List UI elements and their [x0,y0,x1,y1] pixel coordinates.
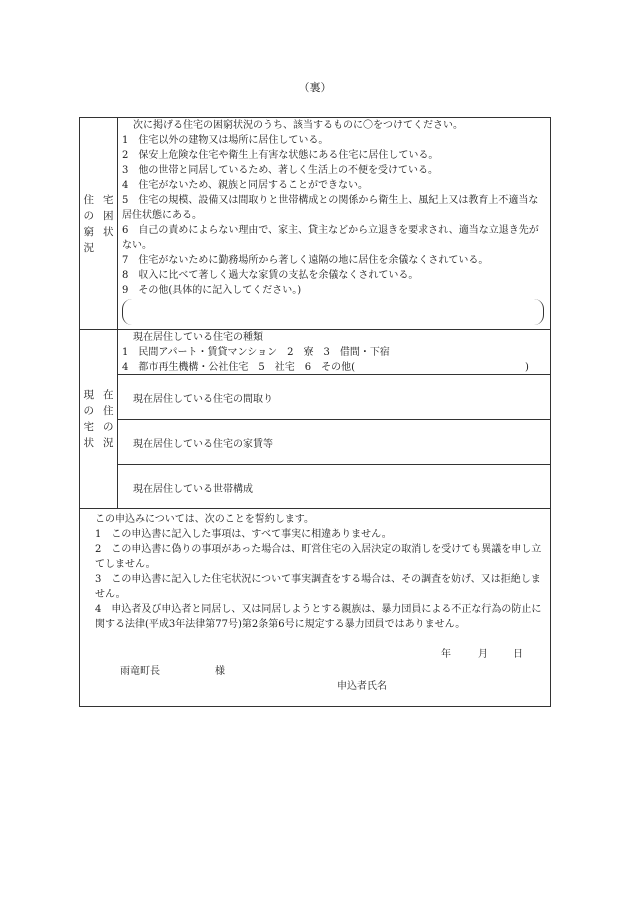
section-divider [80,508,550,509]
hardship-instruction: 次に掲げる住宅の困窮状況のうち、該当するものに〇をつけてください。 [133,120,463,131]
housing-type-options-line1: 1 民間アパート・賃貸マンション 2 寮 3 借間・下宿 [122,347,390,358]
current-section-label: 現在の住宅の状況 [83,388,114,449]
household-composition-label: 現在居住している世帯構成 [133,484,253,495]
applicant-name-label: 申込者氏名 [337,681,387,692]
hardship-item-1: 1 住宅以外の建物又は場所に居住している。 [122,135,329,146]
hardship-item-6: 6 自己の責めによらない理由で、家主、貸主などから立退きを要求され、適当な立退き先がない。 [122,225,539,251]
hardship-item-3: 3 他の世帯と同居しているため、著しく生活上の不便を受けている。 [122,165,438,176]
hardship-item-7: 7 住宅がないために勤務場所から著しく遠隔の地に居住を余儀なくされている。 [122,255,489,266]
pledge-item-3: 3 この申込書に記入した住宅状況について事実調査をする場合は、その調査を妨げ、又は拒絶しません。 [95,574,541,600]
hardship-item-9: 9 その他(具体的に記入してください。) [122,285,302,296]
hardship-item-2: 2 保安上危険な住宅や衛生上有害な状態にある住宅に居住している。 [122,150,439,161]
hardship-item-4: 4 住宅がないため、親族と同居することができない。 [122,180,368,191]
application-form-back [79,117,551,707]
row-divider [117,464,550,465]
housing-type-options-line2-prefix: 4 都市再生機構・公社住宅 5 社宅 6 その他( [122,362,355,373]
housing-type-options-line2 [122,360,529,375]
date-year-label: 年 [441,649,451,660]
other-details-field[interactable] [122,299,544,325]
row-divider [117,419,550,420]
pledge-item-4: 4 申込者及び申込者と同居し、又は同居しようとする親族は、暴力団員による不正な行為の防止に関する法律(平成3年法律第77号)第2条第6号に規定する暴力団員ではありません。 [95,604,542,630]
hardship-section-label: 住宅の困窮状況 [83,193,114,254]
label-column-divider [117,118,118,508]
page-title: （裏） [298,81,332,94]
housing-type-heading: 現在居住している住宅の種類 [133,332,263,343]
hardship-item-8: 8 収入に比べて著しく過大な家賃の支払を余儀なくされている。 [122,270,419,281]
pledge-item-2: 2 この申込書に偽りの事項があった場合は、町営住宅の入居決定の取消しを受けても異議を申し立てしません。 [95,544,542,570]
pledge-intro: この申込みについては、次のことを誓約します。 [95,514,314,525]
housing-type-options-line2-suffix: ) [525,362,529,373]
addressee-honorific: 様 [215,666,225,677]
current-section-label-cell [80,329,117,508]
date-month-label: 月 [478,649,488,660]
date-day-label: 日 [513,649,523,660]
hardship-section-label-cell [80,118,117,329]
housing-rent-label: 現在居住している住宅の家賃等 [133,439,273,450]
addressee-name: 雨竜町長 [120,666,160,677]
pledge-item-1: 1 この申込書に記入した事項は、すべて事実に相違ありません。 [95,529,392,540]
housing-layout-label: 現在居住している住宅の間取り [133,394,273,405]
hardship-item-5: 5 住宅の規模、設備又は間取りと世帯構成との関係から衛生上、風紀上又は教育上不適当な居住状態にある。 [122,195,539,221]
